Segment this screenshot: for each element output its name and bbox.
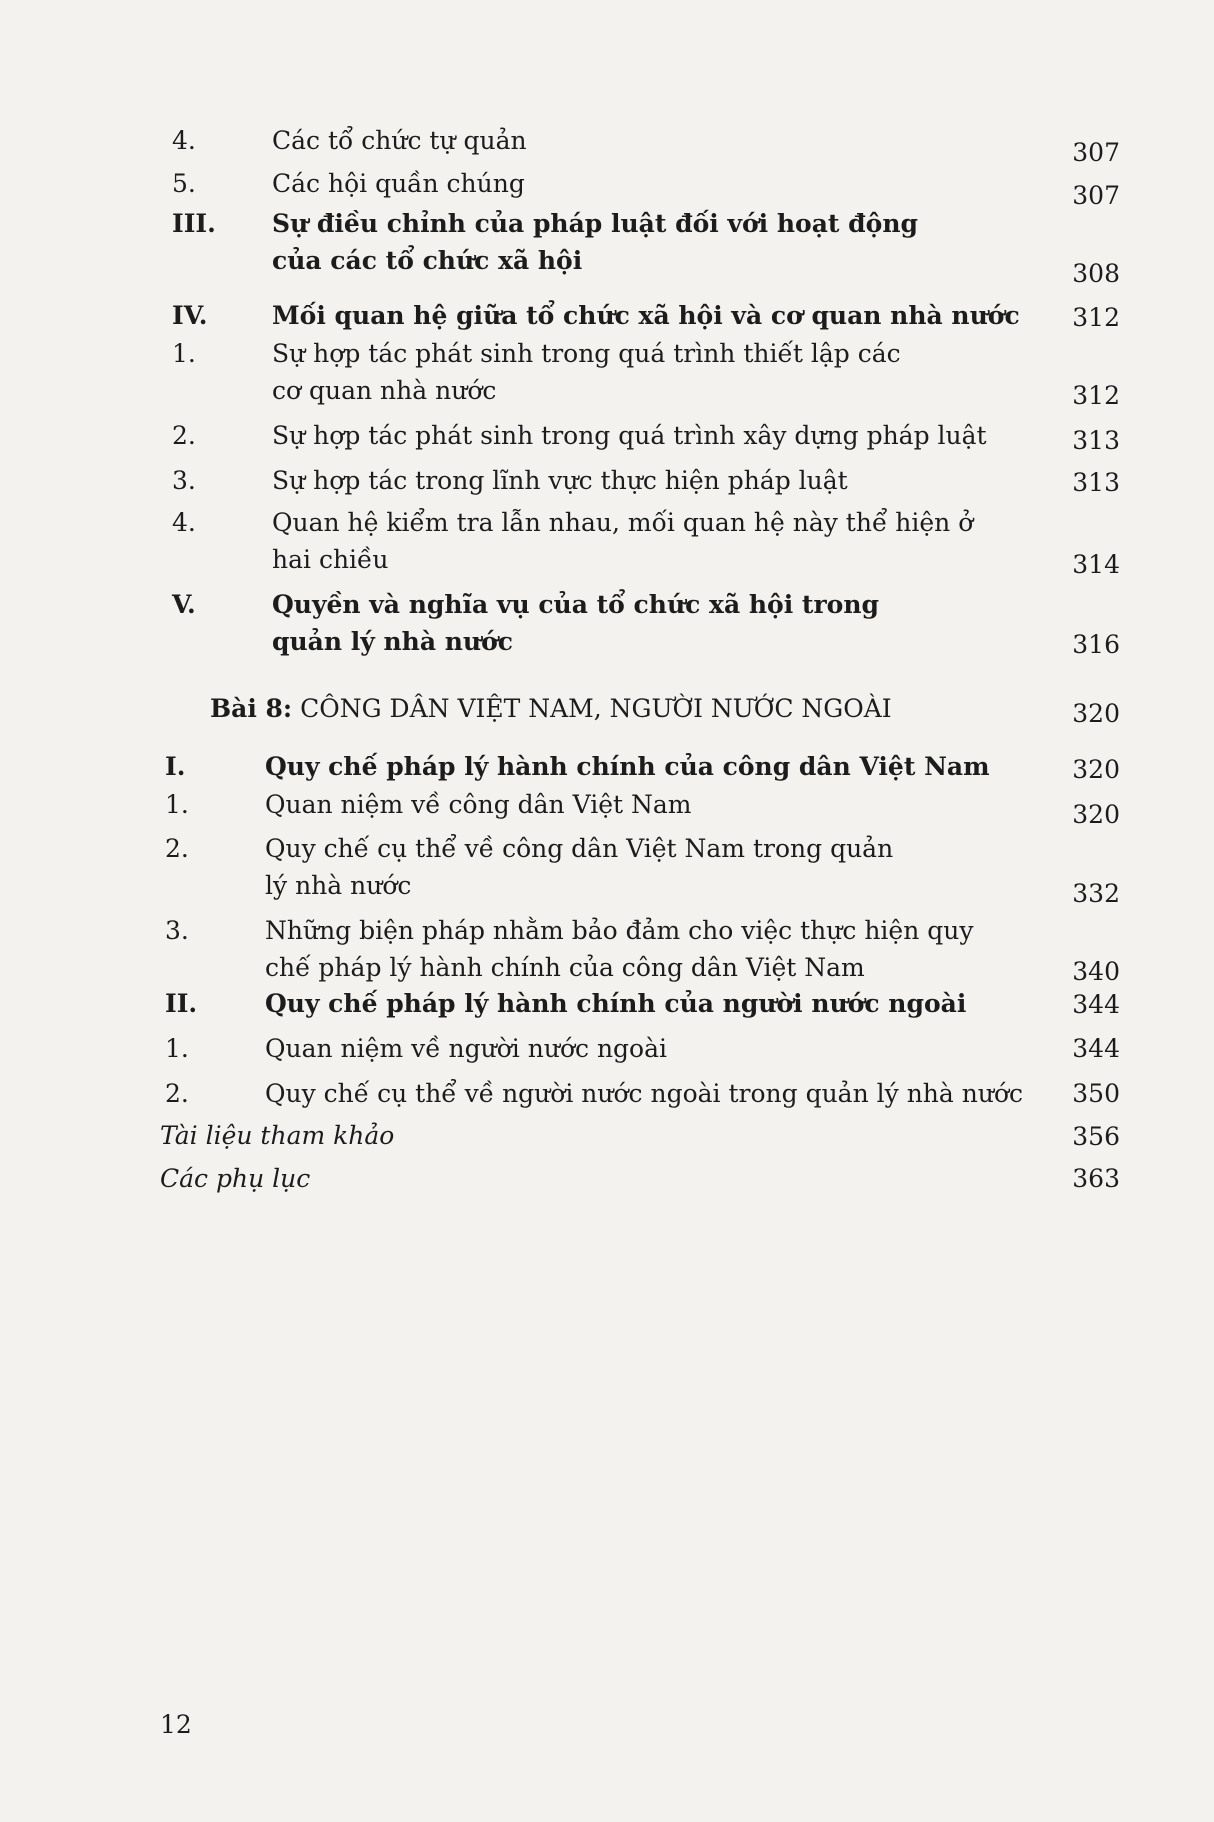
entry-title: Quy chế pháp lý hành chính của công dân Việt Nam: [265, 752, 990, 781]
entry-title: Tài liệu tham khảo: [160, 1121, 395, 1150]
entry-title: Mối quan hệ giữa tổ chức xã hội và cơ quan nhà nước: [272, 301, 1020, 330]
entry-page: 344: [1072, 990, 1120, 1019]
entry-number: 1.: [165, 790, 189, 819]
entry-title: Sự hợp tác trong lĩnh vực thực hiện pháp luật: [272, 466, 848, 495]
entry-number: V.: [172, 590, 196, 619]
entry-title: Những biện pháp nhằm bảo đảm cho việc thực hiện quy chế pháp lý hành chính của công dân Việt Nam: [265, 916, 974, 982]
entry-page: 320: [1072, 755, 1120, 784]
entry-number: 3.: [172, 466, 196, 495]
entry-page: 312: [1072, 381, 1120, 410]
entry-title: Quy chế pháp lý hành chính của người nước ngoài: [265, 989, 967, 1018]
entry-page: 320: [1072, 699, 1120, 728]
entry-page: 356: [1072, 1122, 1120, 1151]
entry-page: 307: [1072, 181, 1120, 210]
entry-number: I.: [165, 752, 186, 781]
entry-number: 4.: [172, 508, 196, 537]
entry-page: 340: [1072, 957, 1120, 986]
entry-title: Quan hệ kiểm tra lẫn nhau, mối quan hệ này thể hiện ở hai chiều: [272, 508, 974, 574]
entry-title: Quan niệm về công dân Việt Nam: [265, 790, 692, 819]
entry-number: II.: [165, 989, 198, 1018]
entry-title: Quyền và nghĩa vụ của tổ chức xã hội trong quản lý nhà nước: [272, 590, 879, 656]
entry-page: 350: [1072, 1079, 1120, 1108]
entry-page: 313: [1072, 426, 1120, 455]
chapter-title: [210, 690, 1010, 727]
entry-title: Sự điều chỉnh của pháp luật đối với hoạt động của các tổ chức xã hội: [272, 209, 918, 275]
entry-title: Các phụ lục: [160, 1164, 311, 1193]
page-number: 12: [160, 1710, 192, 1739]
entry-number: 2.: [165, 1079, 189, 1108]
entry-number: 1.: [165, 1034, 189, 1063]
entry-title: Các tổ chức tự quản: [272, 126, 527, 155]
entry-number: 2.: [172, 421, 196, 450]
entry-page: 312: [1072, 303, 1120, 332]
entry-title: Quy chế cụ thể về người nước ngoài trong quản lý nhà nước: [265, 1079, 1024, 1108]
entry-page: 344: [1072, 1034, 1120, 1063]
entry-page: 316: [1072, 630, 1120, 659]
entry-page: 307: [1072, 138, 1120, 167]
entry-number: 1.: [172, 339, 196, 368]
entry-page: 314: [1072, 550, 1120, 579]
entry-number: 2.: [165, 834, 189, 863]
chapter-prefix: Bài 8:: [210, 694, 293, 723]
entry-number: 4.: [172, 126, 196, 155]
entry-number: 5.: [172, 169, 196, 198]
entry-page: 332: [1072, 879, 1120, 908]
entry-title: Quy chế cụ thể về công dân Việt Nam trong quản lý nhà nước: [265, 834, 894, 900]
entry-title: Sự hợp tác phát sinh trong quá trình thiết lập các cơ quan nhà nước: [272, 339, 901, 405]
entry-title: Các hội quần chúng: [272, 169, 525, 198]
entry-number: III.: [172, 209, 216, 238]
entry-number: 3.: [165, 916, 189, 945]
entry-page: 363: [1072, 1164, 1120, 1193]
entry-page: 320: [1072, 800, 1120, 829]
entry-number: IV.: [172, 301, 208, 330]
entry-title: Sự hợp tác phát sinh trong quá trình xây dựng pháp luật: [272, 421, 987, 450]
entry-title: Quan niệm về người nước ngoài: [265, 1034, 668, 1063]
chapter-name: CÔNG DÂN VIỆT NAM, NGƯỜI NƯỚC NGOÀI: [300, 694, 892, 723]
entry-page: 313: [1072, 468, 1120, 497]
entry-page: 308: [1072, 259, 1120, 288]
